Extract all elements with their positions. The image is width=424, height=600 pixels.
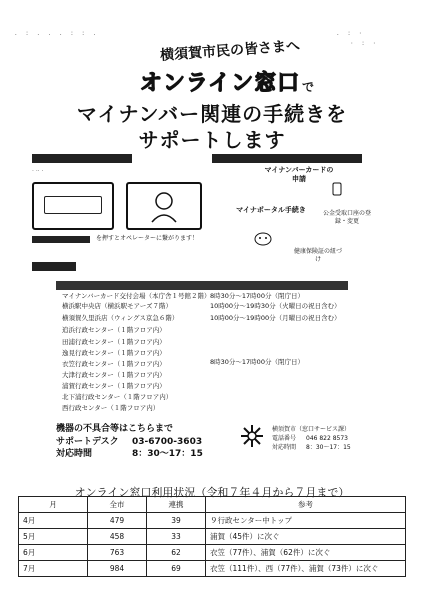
service-bank-account: 公金受取口座の登録・変更 bbox=[322, 210, 371, 225]
cell-total: 763 bbox=[88, 545, 147, 561]
subtitle: 横須賀市民の皆さまへ bbox=[159, 38, 301, 64]
org-phone: 046 822 8573 bbox=[306, 435, 348, 442]
headline-line-1: マイナンバー関連の手続きを bbox=[76, 102, 348, 126]
scan-noise-top-left: . : . . . : : . bbox=[14, 30, 99, 37]
scan-noise-top-right: . : · bbox=[336, 30, 365, 37]
cell-reference: 衣笠（111件）、西（77件）、浦賀（73件）に次ぐ bbox=[206, 561, 406, 577]
cell-total: 458 bbox=[88, 529, 147, 545]
section-bar-right bbox=[212, 154, 362, 163]
phone-icon bbox=[330, 182, 344, 196]
support-hours-value: 8：30～17：15 bbox=[132, 449, 203, 459]
cell-linked: 69 bbox=[147, 561, 206, 577]
location-row: 衣笠行政センター（１階フロア内） bbox=[62, 360, 166, 368]
location-row: 追浜行政センター（１階フロア内） bbox=[62, 326, 166, 334]
location-row: 浦賀行政センター（１階フロア内） bbox=[62, 382, 166, 390]
screen-caption-1: · ·· · bbox=[32, 168, 44, 175]
banner-suffix: で bbox=[302, 80, 315, 94]
operator-avatar-icon bbox=[128, 184, 200, 228]
scan-noise-right: · : · bbox=[350, 40, 379, 47]
header-reference: 参考 bbox=[206, 497, 406, 513]
table-row bbox=[19, 529, 406, 545]
location-row: 横須賀久里浜店（ウィングス京急６階） bbox=[62, 314, 179, 322]
header-linked: 連携 bbox=[147, 497, 206, 513]
location-row: 大津行政センター（１階フロア内） bbox=[62, 371, 166, 379]
cell-month: 5月 bbox=[19, 529, 88, 545]
support-desk-label: サポートデスク bbox=[56, 437, 119, 447]
cell-linked: 39 bbox=[147, 513, 206, 529]
cell-reference: ９行政センター中トップ bbox=[206, 513, 406, 529]
org-name: 横須賀市（窓口サービス課） bbox=[272, 426, 351, 433]
usage-table-title: オンライン窓口利用状況（令和７年４月から７月まで） bbox=[74, 486, 350, 499]
locations-header-bar bbox=[56, 281, 348, 290]
monitor-illustration-1 bbox=[32, 182, 114, 230]
header-city-total: 全市 bbox=[88, 497, 147, 513]
hours-kurihama: 10時00分～19時00分（月曜日の祝日含む） bbox=[210, 314, 341, 322]
contact-intro: 機器の不具合等はこちらまで bbox=[56, 424, 174, 434]
service-card-application: マイナンバーカードの申請 bbox=[264, 166, 334, 183]
service-health-insurance: 健康保険証の紐づけ bbox=[294, 248, 343, 263]
section-bar-locations bbox=[32, 262, 76, 271]
cell-reference: 浦賀（45件）に次ぐ bbox=[206, 529, 406, 545]
headline-line-2: サポートします bbox=[138, 128, 286, 152]
location-row: 逸見行政センター（１階フロア内） bbox=[62, 349, 166, 357]
location-row: 西行政センター（１階フロア内） bbox=[62, 404, 160, 412]
cell-linked: 33 bbox=[147, 529, 206, 545]
cell-month: 6月 bbox=[19, 545, 88, 561]
hours-city-hall: 8時30分～17時00分（閉庁日） bbox=[210, 292, 304, 300]
cell-total: 984 bbox=[88, 561, 147, 577]
location-row: マイナンバーカード交付会場（本庁舎１号館２階） bbox=[62, 292, 211, 300]
table-row bbox=[19, 561, 406, 577]
section-bar-left bbox=[32, 154, 132, 163]
table-row bbox=[19, 513, 406, 529]
usage-table bbox=[18, 496, 406, 577]
org-hours-label: 対応時間 bbox=[272, 444, 297, 451]
call-button-redacted bbox=[32, 236, 90, 243]
operator-note: を押すとオペレーターに繋がります！ bbox=[96, 235, 199, 242]
city-emblem-icon bbox=[240, 424, 264, 448]
location-row: 田浦行政センター（１階フロア内） bbox=[62, 338, 166, 346]
location-row: 横浜駅中央店（横浜駅モアーズ７階） bbox=[62, 302, 172, 310]
monitor-illustration-2 bbox=[126, 182, 202, 230]
table-row bbox=[19, 545, 406, 561]
table-header-row bbox=[19, 497, 406, 513]
org-hours: 8：30～17：15 bbox=[306, 444, 351, 451]
cell-total: 479 bbox=[88, 513, 147, 529]
header-month: 月 bbox=[19, 497, 88, 513]
support-desk-phone: 03-6700-3603 bbox=[132, 437, 203, 447]
cell-reference: 衣笠（77件）、浦賀（62件）に次ぐ bbox=[206, 545, 406, 561]
support-hours-label: 対応時間 bbox=[56, 449, 93, 459]
hours-yokohama: 10時00分～19時30分（火曜日の祝日含む） bbox=[210, 302, 341, 310]
mascot-icon bbox=[252, 228, 274, 246]
location-row: 北下浦行政センター（１階フロア内） bbox=[62, 393, 173, 401]
banner-title: オンライン窓口 bbox=[139, 71, 301, 96]
cell-month: 4月 bbox=[19, 513, 88, 529]
cell-linked: 62 bbox=[147, 545, 206, 561]
org-phone-label: 電話番号 bbox=[272, 435, 297, 442]
service-myna-portal: マイナポータル手続き bbox=[236, 206, 306, 214]
cell-month: 7月 bbox=[19, 561, 88, 577]
hours-centers: 8時30分～17時00分（閉庁日） bbox=[210, 358, 304, 366]
